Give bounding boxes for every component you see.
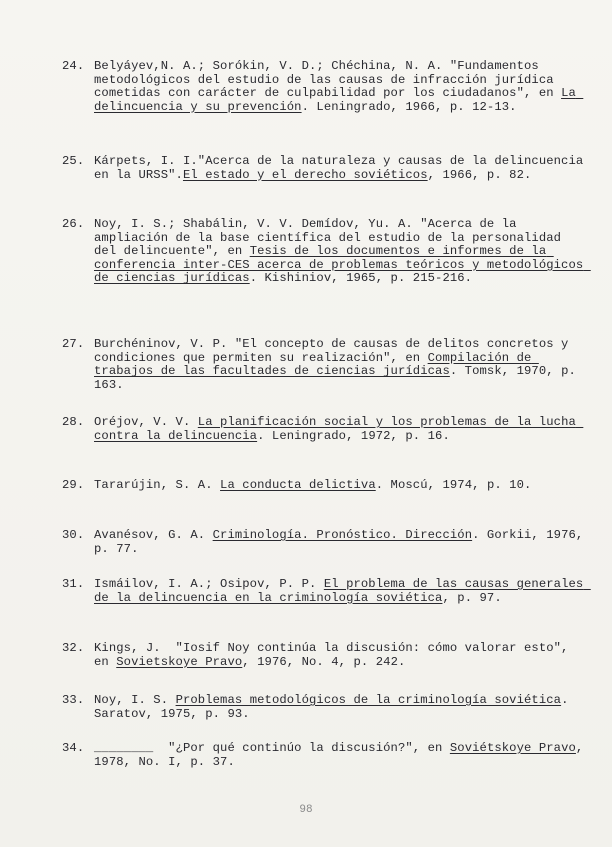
entry-text: Avanésov, G. A. Criminología. Pronóstico. Dirección. Gorkii, 1976, p. 77. <box>94 528 591 556</box>
page-number: 98 <box>299 804 313 816</box>
bibliography-entry-28 <box>62 416 590 443</box>
entry-number: 31. <box>62 577 85 591</box>
entry-number: 30. <box>62 528 85 542</box>
entry-text: Noy, I. S.; Shabálin, V. V. Demídov, Yu. A. "Acerca de la ampliación de la base científica del estudio de la personalidad del delincuente", en Tesis de los documentos e informes de la conferencia inter-CES acerca de problemas teóricos y metodológicos de ciencias jurídicas. Kishiniov, 1965, p. 215-216. <box>94 217 591 286</box>
bibliography-entry-31 <box>62 578 590 605</box>
entry-text: Tararújin, S. A. La conducta delictiva. Moscú, 1974, p. 10. <box>94 478 532 492</box>
entry-title: El problema de las causas generales de la delincuencia en la criminología soviética <box>94 577 591 605</box>
entry-number: 27. <box>62 337 85 351</box>
bibliography-entry-26 <box>62 218 590 286</box>
entry-title: Soviétskoye Pravo <box>449 741 576 755</box>
bibliography-entry-24 <box>62 60 590 114</box>
entry-title: La conducta delictiva <box>220 478 376 492</box>
entry-title: Tesis de los documentos e informes de la conferencia inter-CES acerca de problemas teóricos y metodológicos de ciencias jurídicas <box>94 244 591 286</box>
entry-number: 25. <box>62 154 85 168</box>
entry-text: ________ "¿Por qué continúo la discusión?", en Soviétskoye Pravo, 1978, No. I, p. 37. <box>94 741 591 769</box>
entry-text: Kárpets, I. I."Acerca de la naturaleza y causas de la delincuencia en la URSS".El estado y el derecho soviéticos, 1966, p. 82. <box>94 154 591 182</box>
entry-number: 24. <box>62 59 85 73</box>
entry-number: 34. <box>62 741 85 755</box>
entry-text: Noy, I. S. Problemas metodológicos de la criminología soviética. Saratov, 1975, p. 93. <box>94 693 576 721</box>
entry-title: La delincuencia y su prevención <box>94 86 584 114</box>
entry-text: Belyáyev,N. A.; Sorókin, V. D.; Chéchina, N. A. "Fundamentos metodológicos del estudio de las causas de infracción jurídica cometidas con carácter de culpabilidad por los ciudadanos", en La delincuencia y su prevención. Leningrado, 1966, p. 12-13. <box>94 59 584 114</box>
entry-title: Problemas metodológicos de la criminología soviética <box>175 693 562 707</box>
entry-title: Compilación de trabajos de las facultades de ciencias jurídicas <box>94 350 539 379</box>
bibliography-entry-33 <box>62 694 590 721</box>
bibliography-entry-27 <box>62 338 590 392</box>
entry-number: 28. <box>62 415 85 429</box>
entry-number: 29. <box>62 478 85 492</box>
entry-text: Kings, J. "Iosif Noy continúa la discusión: cómo valorar esto", en Sovietskoye Pravo, 1976, No. 4, p. 242. <box>94 641 576 669</box>
entry-text: Ismáilov, I. A.; Osipov, P. P. El problema de las causas generales de la delincuencia en la criminología soviética, p. 97. <box>94 577 591 605</box>
bibliography-entry-32 <box>62 642 590 669</box>
entry-title: Criminología. Pronóstico. Dirección <box>212 528 473 542</box>
bibliography-entry-30 <box>62 529 590 556</box>
entry-title: El estado y el derecho soviéticos <box>182 167 428 182</box>
entry-title: Sovietskoye Pravo <box>116 654 243 669</box>
entry-title: La planificación social y los problemas de la lucha contra la delincuencia <box>94 415 584 443</box>
entry-text: Burchéninov, V. P. "El concepto de causas de delitos concretos y condiciones que permiten su realización", en Compilación de trabajos de las facultades de ciencias jurídicas. Tomsk, 1970, p. 163. <box>94 337 584 392</box>
bibliography-entry-34 <box>62 742 590 769</box>
entry-number: 33. <box>62 693 85 707</box>
entry-number: 26. <box>62 217 85 231</box>
entry-number: 32. <box>62 641 85 655</box>
bibliography-entry-25 <box>62 155 590 182</box>
entry-text: Oréjov, V. V. La planificación social y los problemas de la lucha contra la delincuencia. Leningrado, 1972, p. 16. <box>94 415 584 443</box>
bibliography-entry-29 <box>62 479 590 493</box>
author-repeat-rule: ________ <box>94 741 154 755</box>
